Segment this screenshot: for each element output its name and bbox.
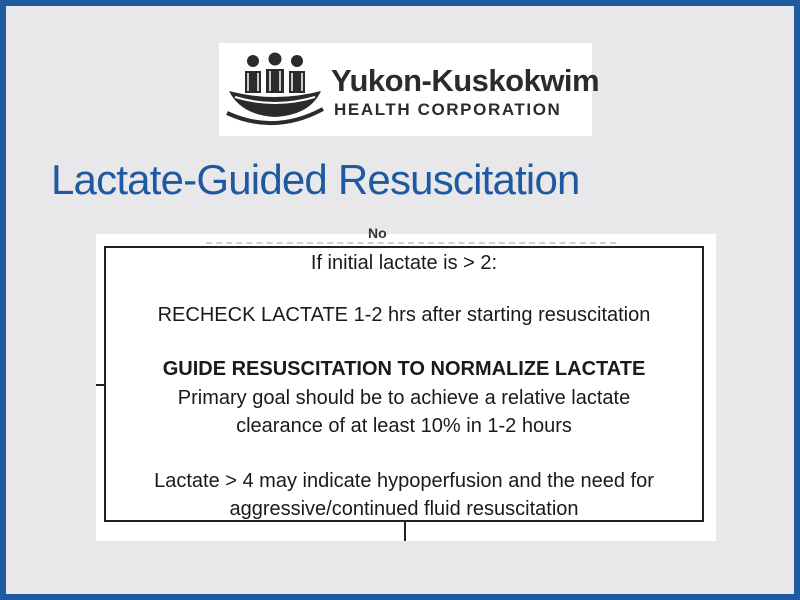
connector-line-bottom xyxy=(404,522,406,541)
logo-name: Yukon-Kuskokwim xyxy=(331,63,600,98)
flow-text-condition: If initial lactate is > 2: xyxy=(310,252,498,274)
flow-text-guide-heading: GUIDE RESUSCITATION TO NORMALIZE LACTATE xyxy=(162,358,646,380)
flow-text-note-line1: Lactate > 4 may indicate hypoperfusion and the need for xyxy=(154,470,654,492)
logo-subtitle: HEALTH CORPORATION xyxy=(334,100,562,119)
slide-title: Lactate-Guided Resuscitation xyxy=(51,156,580,203)
three-people-in-boat-logo-icon xyxy=(225,51,325,129)
flowchart-image xyxy=(96,225,716,541)
flow-text-recheck: RECHECK LACTATE 1-2 hrs after starting resuscitation xyxy=(157,304,651,326)
flow-text-note-line2: aggressive/continued fluid resuscitation xyxy=(229,498,579,520)
flow-text-goal-line1: Primary goal should be to achieve a relative lactate xyxy=(177,387,631,409)
flow-text-goal-line2: clearance of at least 10% in 1-2 hours xyxy=(236,415,572,437)
connector-line-top xyxy=(206,242,616,244)
logo xyxy=(219,43,600,136)
connector-label: No xyxy=(368,225,387,241)
